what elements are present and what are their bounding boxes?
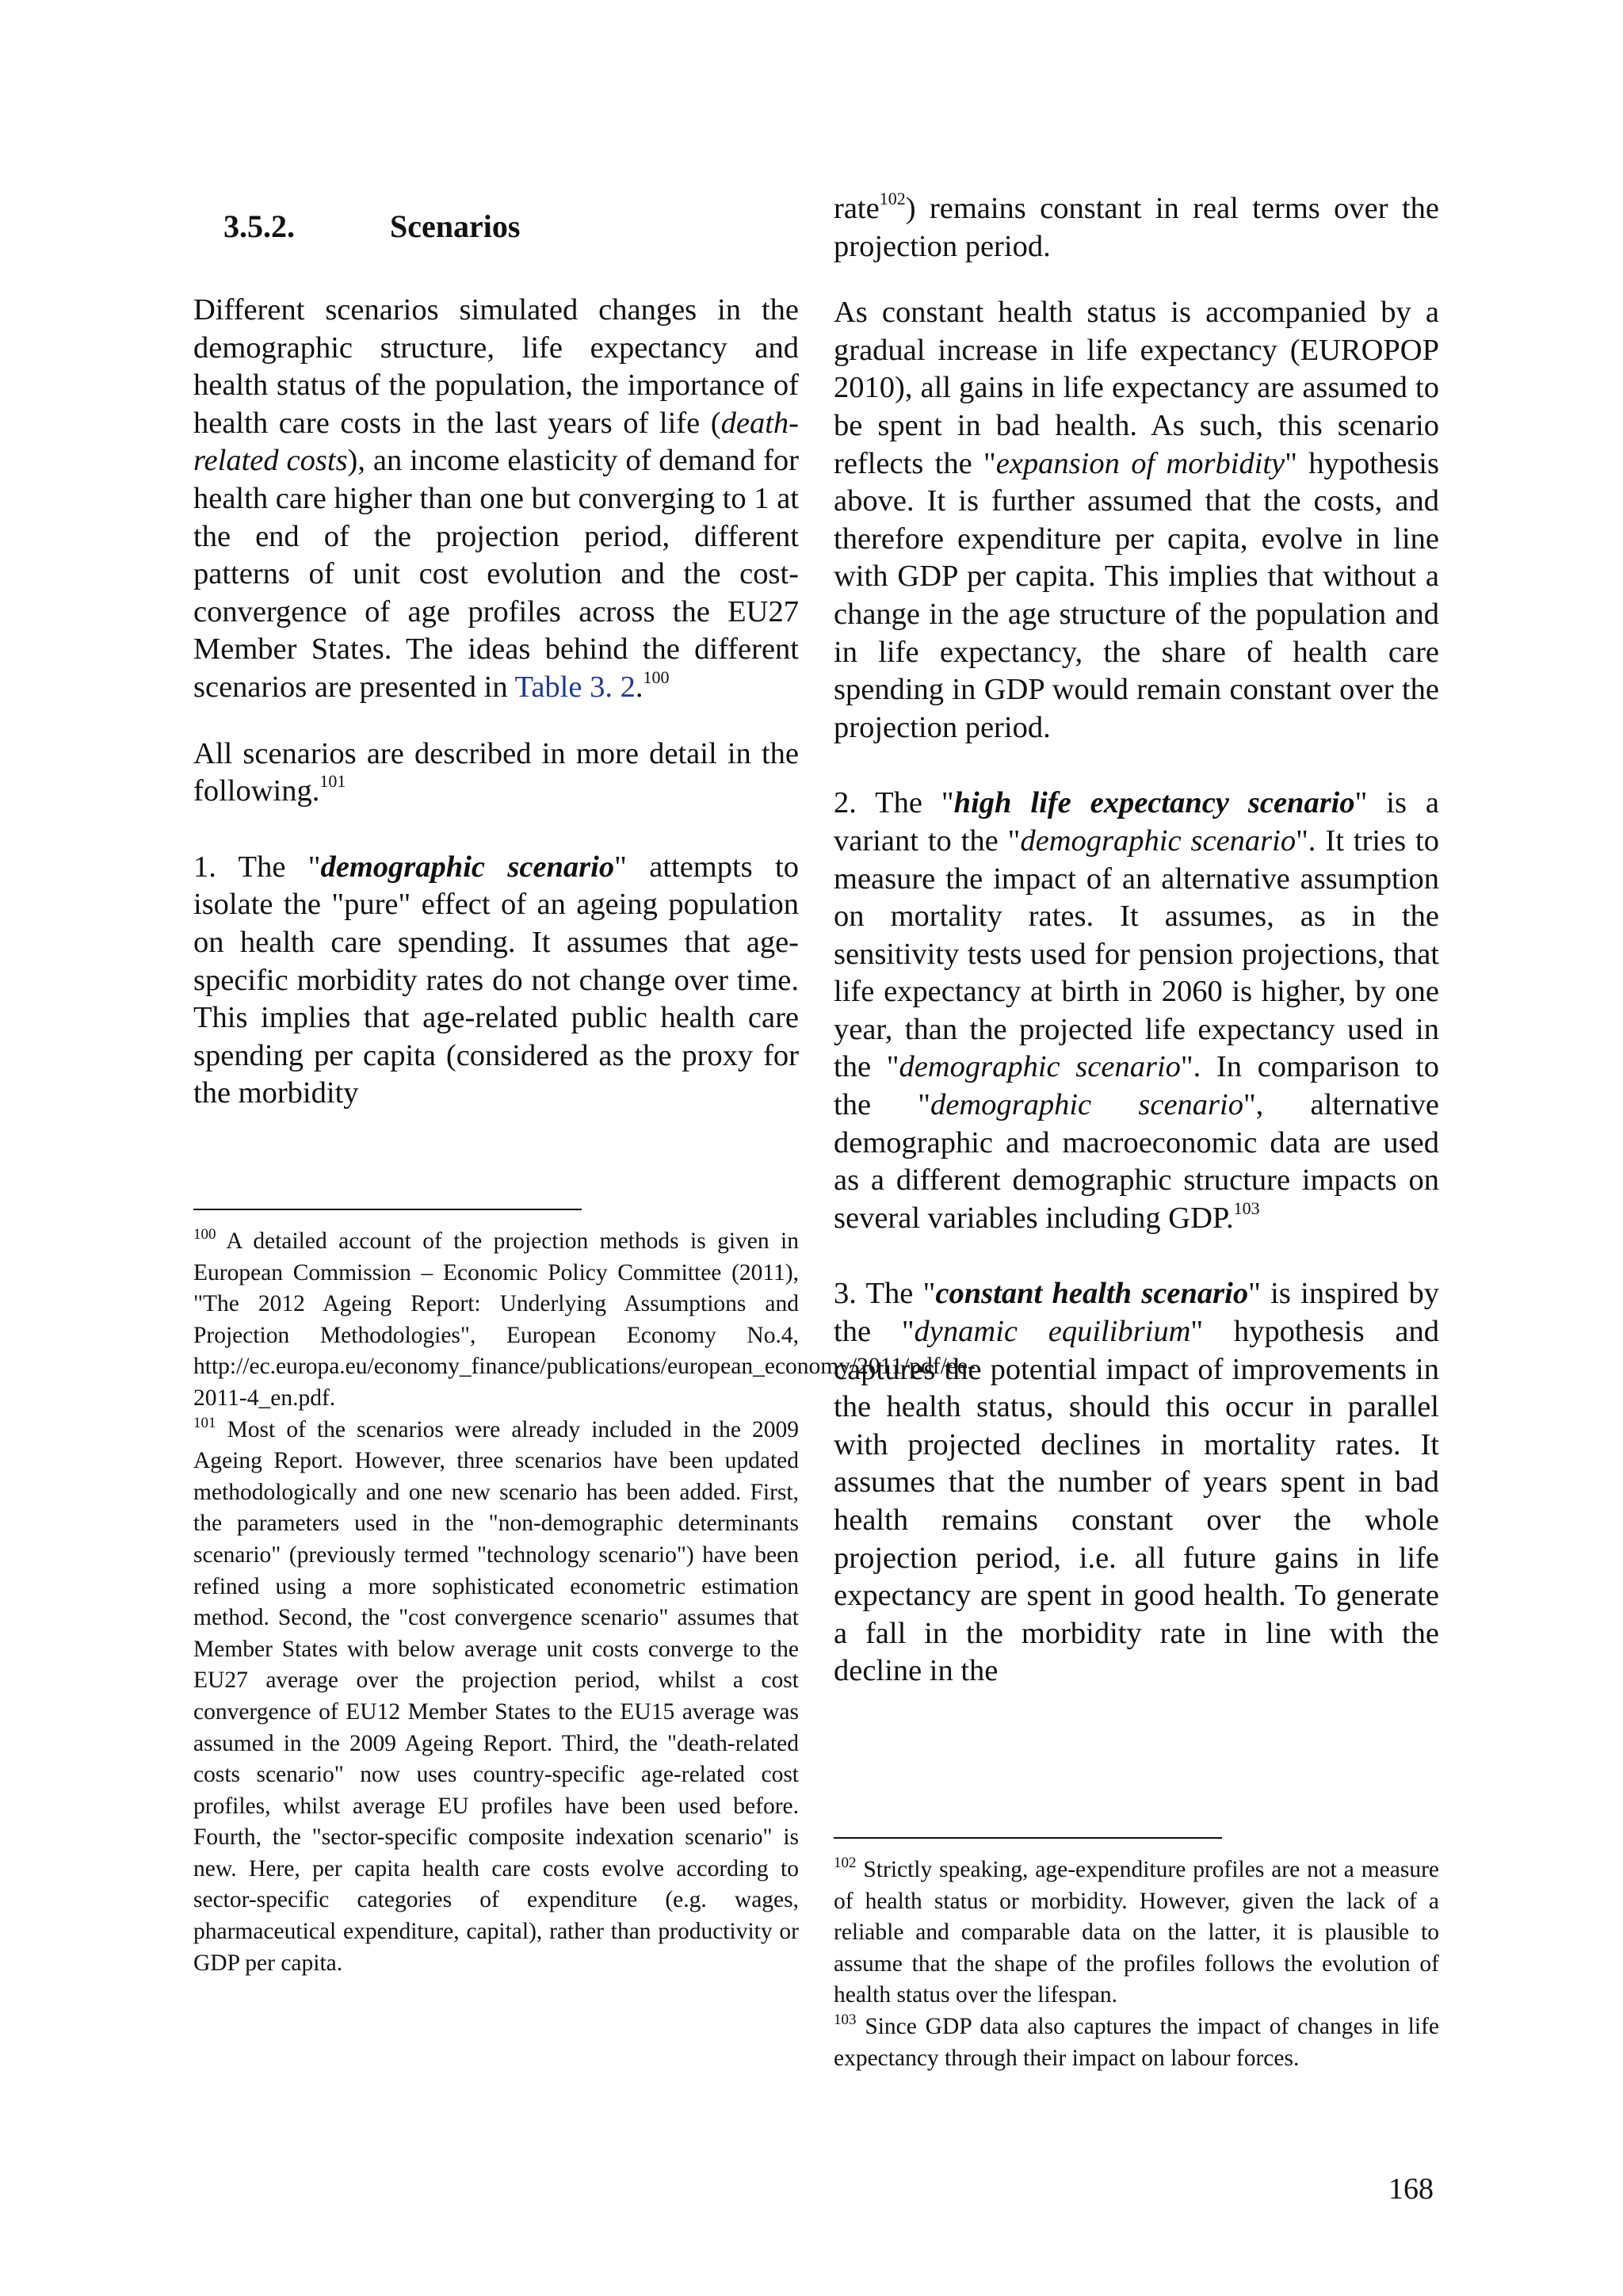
text-run: ), an income elasticity of demand for health care higher than one but converging to 1 at the end of the projection period, different patterns of unit cost evolution and the cost-convergence of age profiles across the EU27 Member States. The ideas behind the different scenarios are presented in — [193, 444, 799, 704]
text-run: All scenarios are described in more detail in the following. — [193, 736, 799, 808]
text-run: " hypothesis above. It is further assumed that the costs, and therefore expenditure per capita, evolve in line with GDP per capita. This implies that without a change in the age structure of the population and in life expectancy, the share of health care spending in GDP would remain constant over the projection period. — [834, 446, 1439, 744]
scenario-term: high life expectancy scenario — [953, 786, 1355, 820]
section-title: Scenarios — [390, 208, 521, 244]
italic-term: demographic scenario — [930, 1088, 1243, 1122]
table-reference-link[interactable]: Table 3. 2 — [514, 670, 636, 704]
text-run: . — [635, 670, 643, 704]
footnote-101 — [193, 1415, 799, 1980]
text-run: Different scenarios simulated changes in the demographic structure, life expectancy and health status of the population, the importance of health care costs in the last years of life ( — [193, 293, 799, 440]
footnote-number: 102 — [834, 1855, 857, 1871]
footnote-102 — [834, 1855, 1439, 2011]
constant-health-status-paragraph — [834, 294, 1439, 747]
text-run: 1. The " — [193, 850, 321, 884]
text-run: 2. The " — [834, 786, 954, 820]
page-number: 168 — [1388, 2172, 1434, 2206]
constant-health-paragraph — [834, 1275, 1439, 1690]
italic-term: demographic scenario — [899, 1050, 1181, 1084]
left-column — [193, 208, 799, 1151]
text-run: ) remains constant in real terms over the projection period. — [834, 192, 1439, 263]
continuation-paragraph — [834, 190, 1439, 266]
footnote-marker[interactable]: 103 — [1233, 1198, 1260, 1218]
italic-term: death-related costs — [193, 406, 799, 478]
text-run: " is inspired by the " — [834, 1277, 1439, 1349]
scenario-term: constant health scenario — [935, 1277, 1249, 1311]
text-run: " attempts to isolate the "pure" effect of an ageing population on health care spending. It assumes that age-specific morbidity rates do not change over time. This implies that age-related public health care spending per capita (considered as the proxy for the morbidity — [193, 850, 799, 1110]
footnote-text: Most of the scenarios were already included in the 2009 Ageing Report. However, three scenarios have been updated methodologically and one new scenario has been added. First, the parameters used in the "non-demographic determinants scenario" (previously termed "technology scenario") have been refined using a more sophisticated econometric estimation method. Second, the "cost convergence scenario" assumes that Member States with below average unit costs converge to the EU27 average over the projection period, whilst a cost convergence of EU12 Member States to the EU15 average was assumed in the 2009 Ageing Report. Third, the "death-related costs scenario" now uses country-specific age-related cost profiles, whilst average EU profiles have been used before. Fourth, the "sector-specific composite indexation scenario" is new. Here, per capita health care costs evolve according to sector-specific categories of expenditure (e.g. wages, pharmaceutical expenditure, capital), rather than productivity or GDP per capita. — [193, 1416, 799, 1976]
footnote-text: Since GDP data also captures the impact of changes in life expectancy through their impact on labour forces. — [834, 2013, 1439, 2071]
italic-term: demographic scenario — [1020, 823, 1296, 858]
footnote-number: 100 — [193, 1226, 216, 1243]
text-run: ". It tries to measure the impact of an alternative assumption on mortality rates. It assumes, as in the sensitivity tests used for pension projections, that life expectancy at birth in 2060 is higher, by one year, than the projected life expectancy used in the " — [834, 823, 1439, 1084]
text-run: 3. The " — [834, 1277, 936, 1311]
footnote-divider — [834, 1837, 1222, 1839]
section-heading — [223, 208, 799, 246]
text-run: " hypothesis and captures the potential impact of improvements in the health status, should this occur in parallel with projected declines in mortality rates. It assumes that the number of years spent in bad health remains constant over the whole projection period, i.e. all future gains in life expectancy are spent in good health. To generate a fall in the morbidity rate in line with the decline in the — [834, 1315, 1439, 1688]
text-run: As constant health status is accompanied by a gradual increase in life expectancy (EUROPOP 2010), all gains in life expectancy are assumed to be spent in bad health. As such, this scenario reflects the " — [834, 296, 1439, 480]
footnote-text: A detailed account of the projection methods is given in European Commission – Economic Policy Committee (2011), "The 2012 Ageing Report: Underlying Assumptions and Projection Methodologies", European Economy No.4, http://ec.europa.eu/economy_finance/publications/european_economy/2011/pdf/ee-2011-4_en.pdf. — [193, 1228, 976, 1411]
right-column — [834, 190, 1439, 1729]
right-footnotes — [834, 1837, 1439, 2074]
footnote-number: 101 — [193, 1414, 216, 1431]
scenarios-overview-paragraph — [193, 735, 799, 811]
footnote-text: Strictly speaking, age-expenditure profiles are not a measure of health status or morbidity. However, given the lack of a reliable and comparable data on the latter, it is plausible to assume that the shape of the profiles follows the evolution of health status over the lifespan. — [834, 1857, 1439, 2008]
footnote-divider — [193, 1209, 582, 1210]
footnote-marker[interactable]: 101 — [319, 771, 346, 792]
footnote-103 — [834, 2011, 1439, 2074]
high-life-expectancy-paragraph — [834, 785, 1439, 1237]
italic-term: expansion of morbidity — [995, 446, 1285, 480]
intro-paragraph — [193, 292, 799, 707]
demographic-scenario-paragraph — [193, 849, 799, 1113]
text-run: rate — [834, 192, 880, 225]
text-run: " is a variant to the " — [834, 786, 1440, 858]
text-run: ", alternative demographic and macroeconomic data are used as a different demographic structure impacts on several variables including GDP. — [834, 1088, 1439, 1235]
footnote-number: 103 — [834, 2011, 857, 2028]
footnote-marker[interactable]: 102 — [879, 189, 906, 208]
section-number: 3.5.2. — [223, 208, 295, 244]
footnote-marker[interactable]: 100 — [643, 667, 670, 687]
scenario-term: demographic scenario — [320, 850, 615, 884]
italic-term: dynamic equilibrium — [914, 1315, 1191, 1349]
text-run: ". In comparison to the " — [834, 1050, 1439, 1122]
